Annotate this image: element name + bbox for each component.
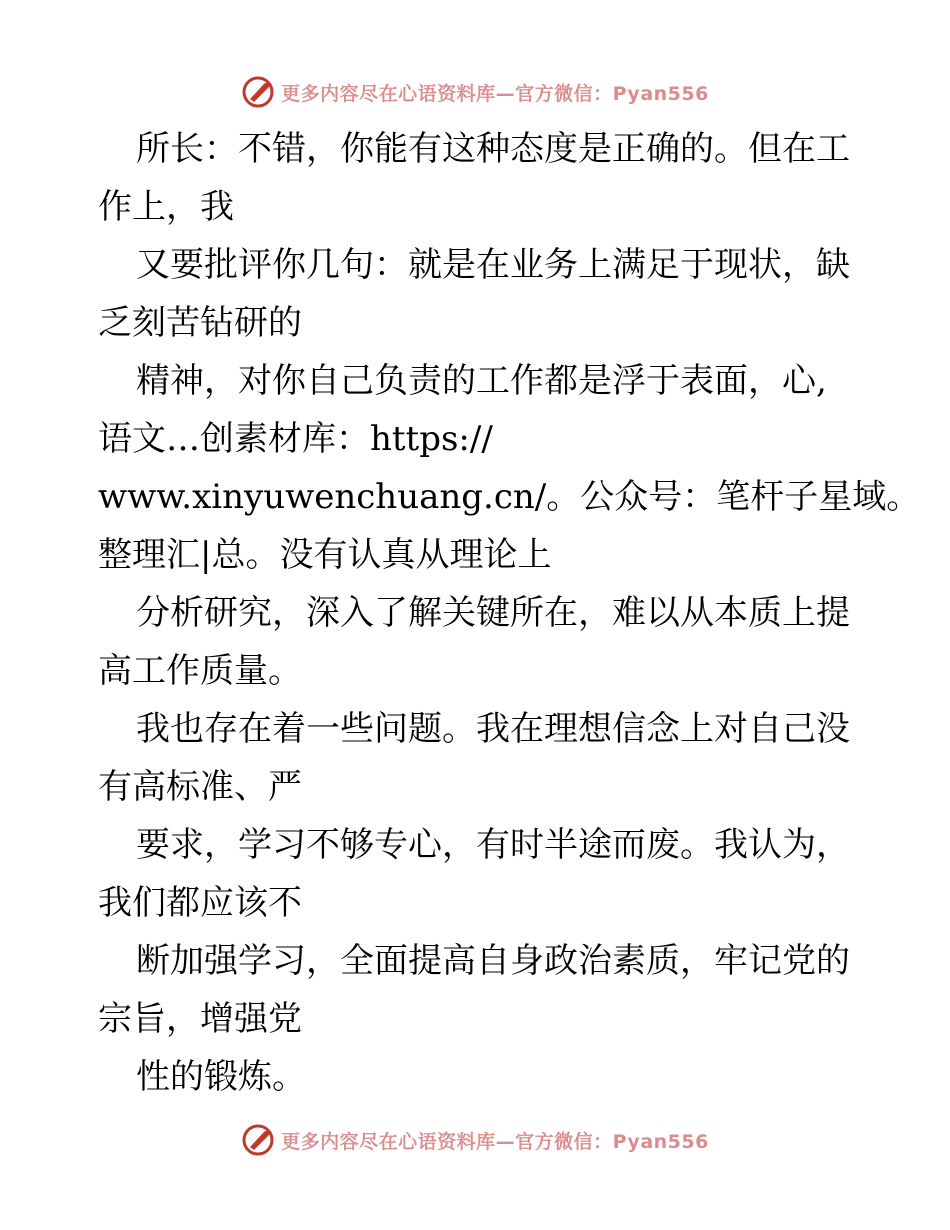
- text-line: 分析研究，深入了解关键所在，难以从本质上提: [136, 593, 850, 633]
- text-line: 要求，学习不够专心，有时半途而废。我认为，: [136, 825, 850, 865]
- banner-text: 更多内容尽在心语资料库—官方微信：Pyan556: [281, 82, 709, 105]
- text-line: 高工作质量。: [98, 651, 302, 691]
- text-line: 性的锻炼。: [136, 1057, 306, 1097]
- text-line: 所长：不错，你能有这种态度是正确的。但在工: [136, 129, 850, 169]
- text-line: 我也存在着一些问题。我在理想信念上对自己没: [136, 709, 850, 749]
- text-line: 我们都应该不: [98, 883, 302, 923]
- text-line: 语文…创素材库：https://: [98, 419, 493, 459]
- banner-text: 更多内容尽在心语资料库—官方微信：Pyan556: [281, 1130, 709, 1153]
- text-line: 乏刻苦钻研的: [98, 303, 302, 343]
- document-body: [98, 120, 921, 1106]
- header-banner: [0, 72, 950, 112]
- text-line: 有高标准、严: [98, 767, 302, 807]
- text-line: 又要批评你几句：就是在业务上满足于现状，缺: [136, 245, 850, 285]
- footer-banner: [0, 1120, 950, 1160]
- text-line: 宗旨，增强党: [98, 999, 302, 1039]
- brand-logo-icon: [241, 1123, 275, 1157]
- text-line: 精神，对你自己负责的工作都是浮于表面，心,: [136, 361, 827, 401]
- text-line: 整理汇|总。没有认真从理论上: [98, 535, 552, 575]
- text-line: 作上，我: [98, 187, 234, 227]
- brand-logo-icon: [241, 75, 275, 109]
- text-line: 断加强学习，全面提高自身政治素质，牢记党的: [136, 941, 850, 981]
- text-line: www.xinyuwenchuang.cn/。公众号：笔杆子星域。: [98, 477, 921, 517]
